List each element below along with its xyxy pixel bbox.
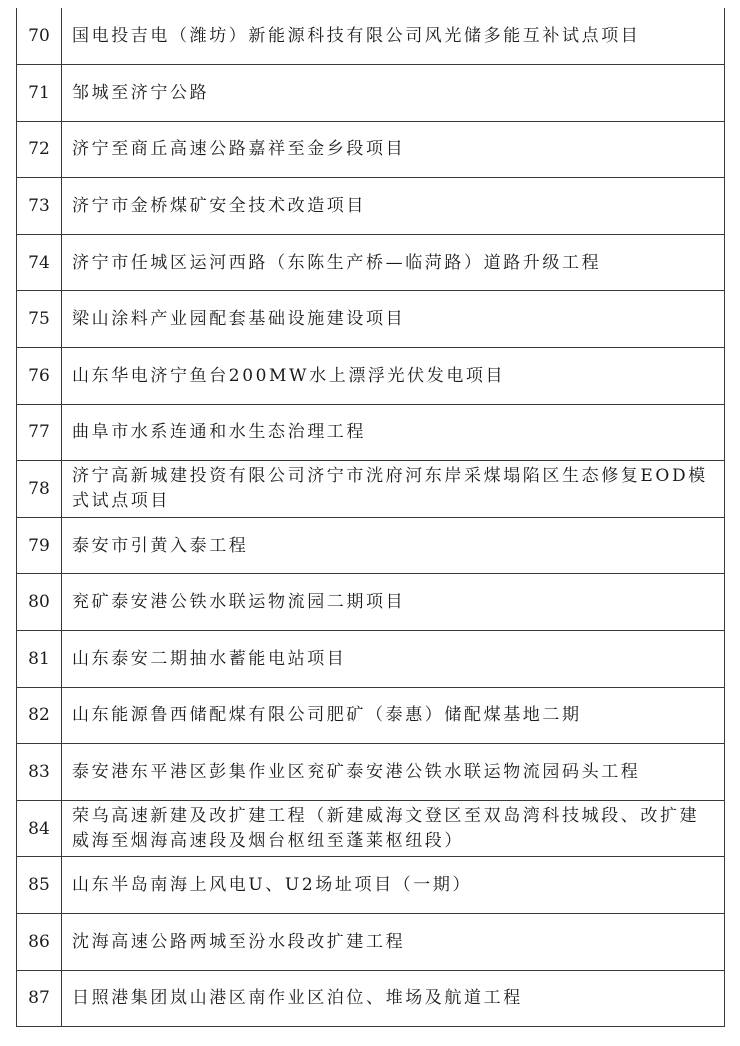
project-name: 国电投吉电（潍坊）新能源科技有限公司风光储多能互补试点项目 [62, 8, 725, 65]
table-row [17, 574, 725, 631]
table-row [17, 348, 725, 405]
table-row [17, 631, 725, 688]
row-number: 79 [17, 517, 62, 574]
row-number: 81 [17, 631, 62, 688]
row-number: 71 [17, 65, 62, 122]
project-name: 邹城至济宁公路 [62, 65, 725, 122]
project-name: 梁山涂料产业园配套基础设施建设项目 [62, 291, 725, 348]
row-number: 82 [17, 687, 62, 744]
row-number: 85 [17, 857, 62, 914]
table-row [17, 8, 725, 65]
table-row [17, 800, 725, 857]
table-row [17, 744, 725, 801]
project-name: 兖矿泰安港公铁水联运物流园二期项目 [62, 574, 725, 631]
project-name: 日照港集团岚山港区南作业区泊位、堆场及航道工程 [62, 970, 725, 1027]
project-name: 济宁高新城建投资有限公司济宁市洸府河东岸采煤塌陷区生态修复EOD模式试点项目 [62, 461, 725, 518]
row-number: 86 [17, 914, 62, 971]
project-name: 沈海高速公路两城至汾水段改扩建工程 [62, 914, 725, 971]
project-name: 山东能源鲁西储配煤有限公司肥矿（泰惠）储配煤基地二期 [62, 687, 725, 744]
project-name: 济宁市任城区运河西路（东陈生产桥—临菏路）道路升级工程 [62, 234, 725, 291]
table-row [17, 970, 725, 1027]
table-row [17, 404, 725, 461]
project-name: 济宁至商丘高速公路嘉祥至金乡段项目 [62, 121, 725, 178]
row-number: 74 [17, 234, 62, 291]
table-row [17, 517, 725, 574]
project-name: 山东华电济宁鱼台200MW水上漂浮光伏发电项目 [62, 348, 725, 405]
row-number: 80 [17, 574, 62, 631]
row-number: 70 [17, 8, 62, 65]
project-name: 曲阜市水系连通和水生态治理工程 [62, 404, 725, 461]
row-number: 84 [17, 800, 62, 857]
project-name: 山东半岛南海上风电U、U2场址项目（一期） [62, 857, 725, 914]
project-name: 山东泰安二期抽水蓄能电站项目 [62, 631, 725, 688]
document-page [16, 8, 724, 1027]
row-number: 75 [17, 291, 62, 348]
table-row [17, 291, 725, 348]
row-number: 73 [17, 178, 62, 235]
table-row [17, 687, 725, 744]
project-name: 济宁市金桥煤矿安全技术改造项目 [62, 178, 725, 235]
row-number: 72 [17, 121, 62, 178]
row-number: 83 [17, 744, 62, 801]
table-row [17, 178, 725, 235]
table-row [17, 121, 725, 178]
row-number: 78 [17, 461, 62, 518]
project-table [16, 8, 725, 1027]
row-number: 87 [17, 970, 62, 1027]
table-row [17, 857, 725, 914]
table-row [17, 461, 725, 518]
project-name: 荣乌高速新建及改扩建工程（新建威海文登区至双岛湾科技城段、改扩建威海至烟海高速段及烟台枢纽至蓬莱枢纽段） [62, 800, 725, 857]
row-number: 77 [17, 404, 62, 461]
table-row [17, 65, 725, 122]
table-row [17, 914, 725, 971]
project-name: 泰安市引黄入泰工程 [62, 517, 725, 574]
row-number: 76 [17, 348, 62, 405]
table-row [17, 234, 725, 291]
project-name: 泰安港东平港区彭集作业区兖矿泰安港公铁水联运物流园码头工程 [62, 744, 725, 801]
table-body [17, 8, 725, 1027]
